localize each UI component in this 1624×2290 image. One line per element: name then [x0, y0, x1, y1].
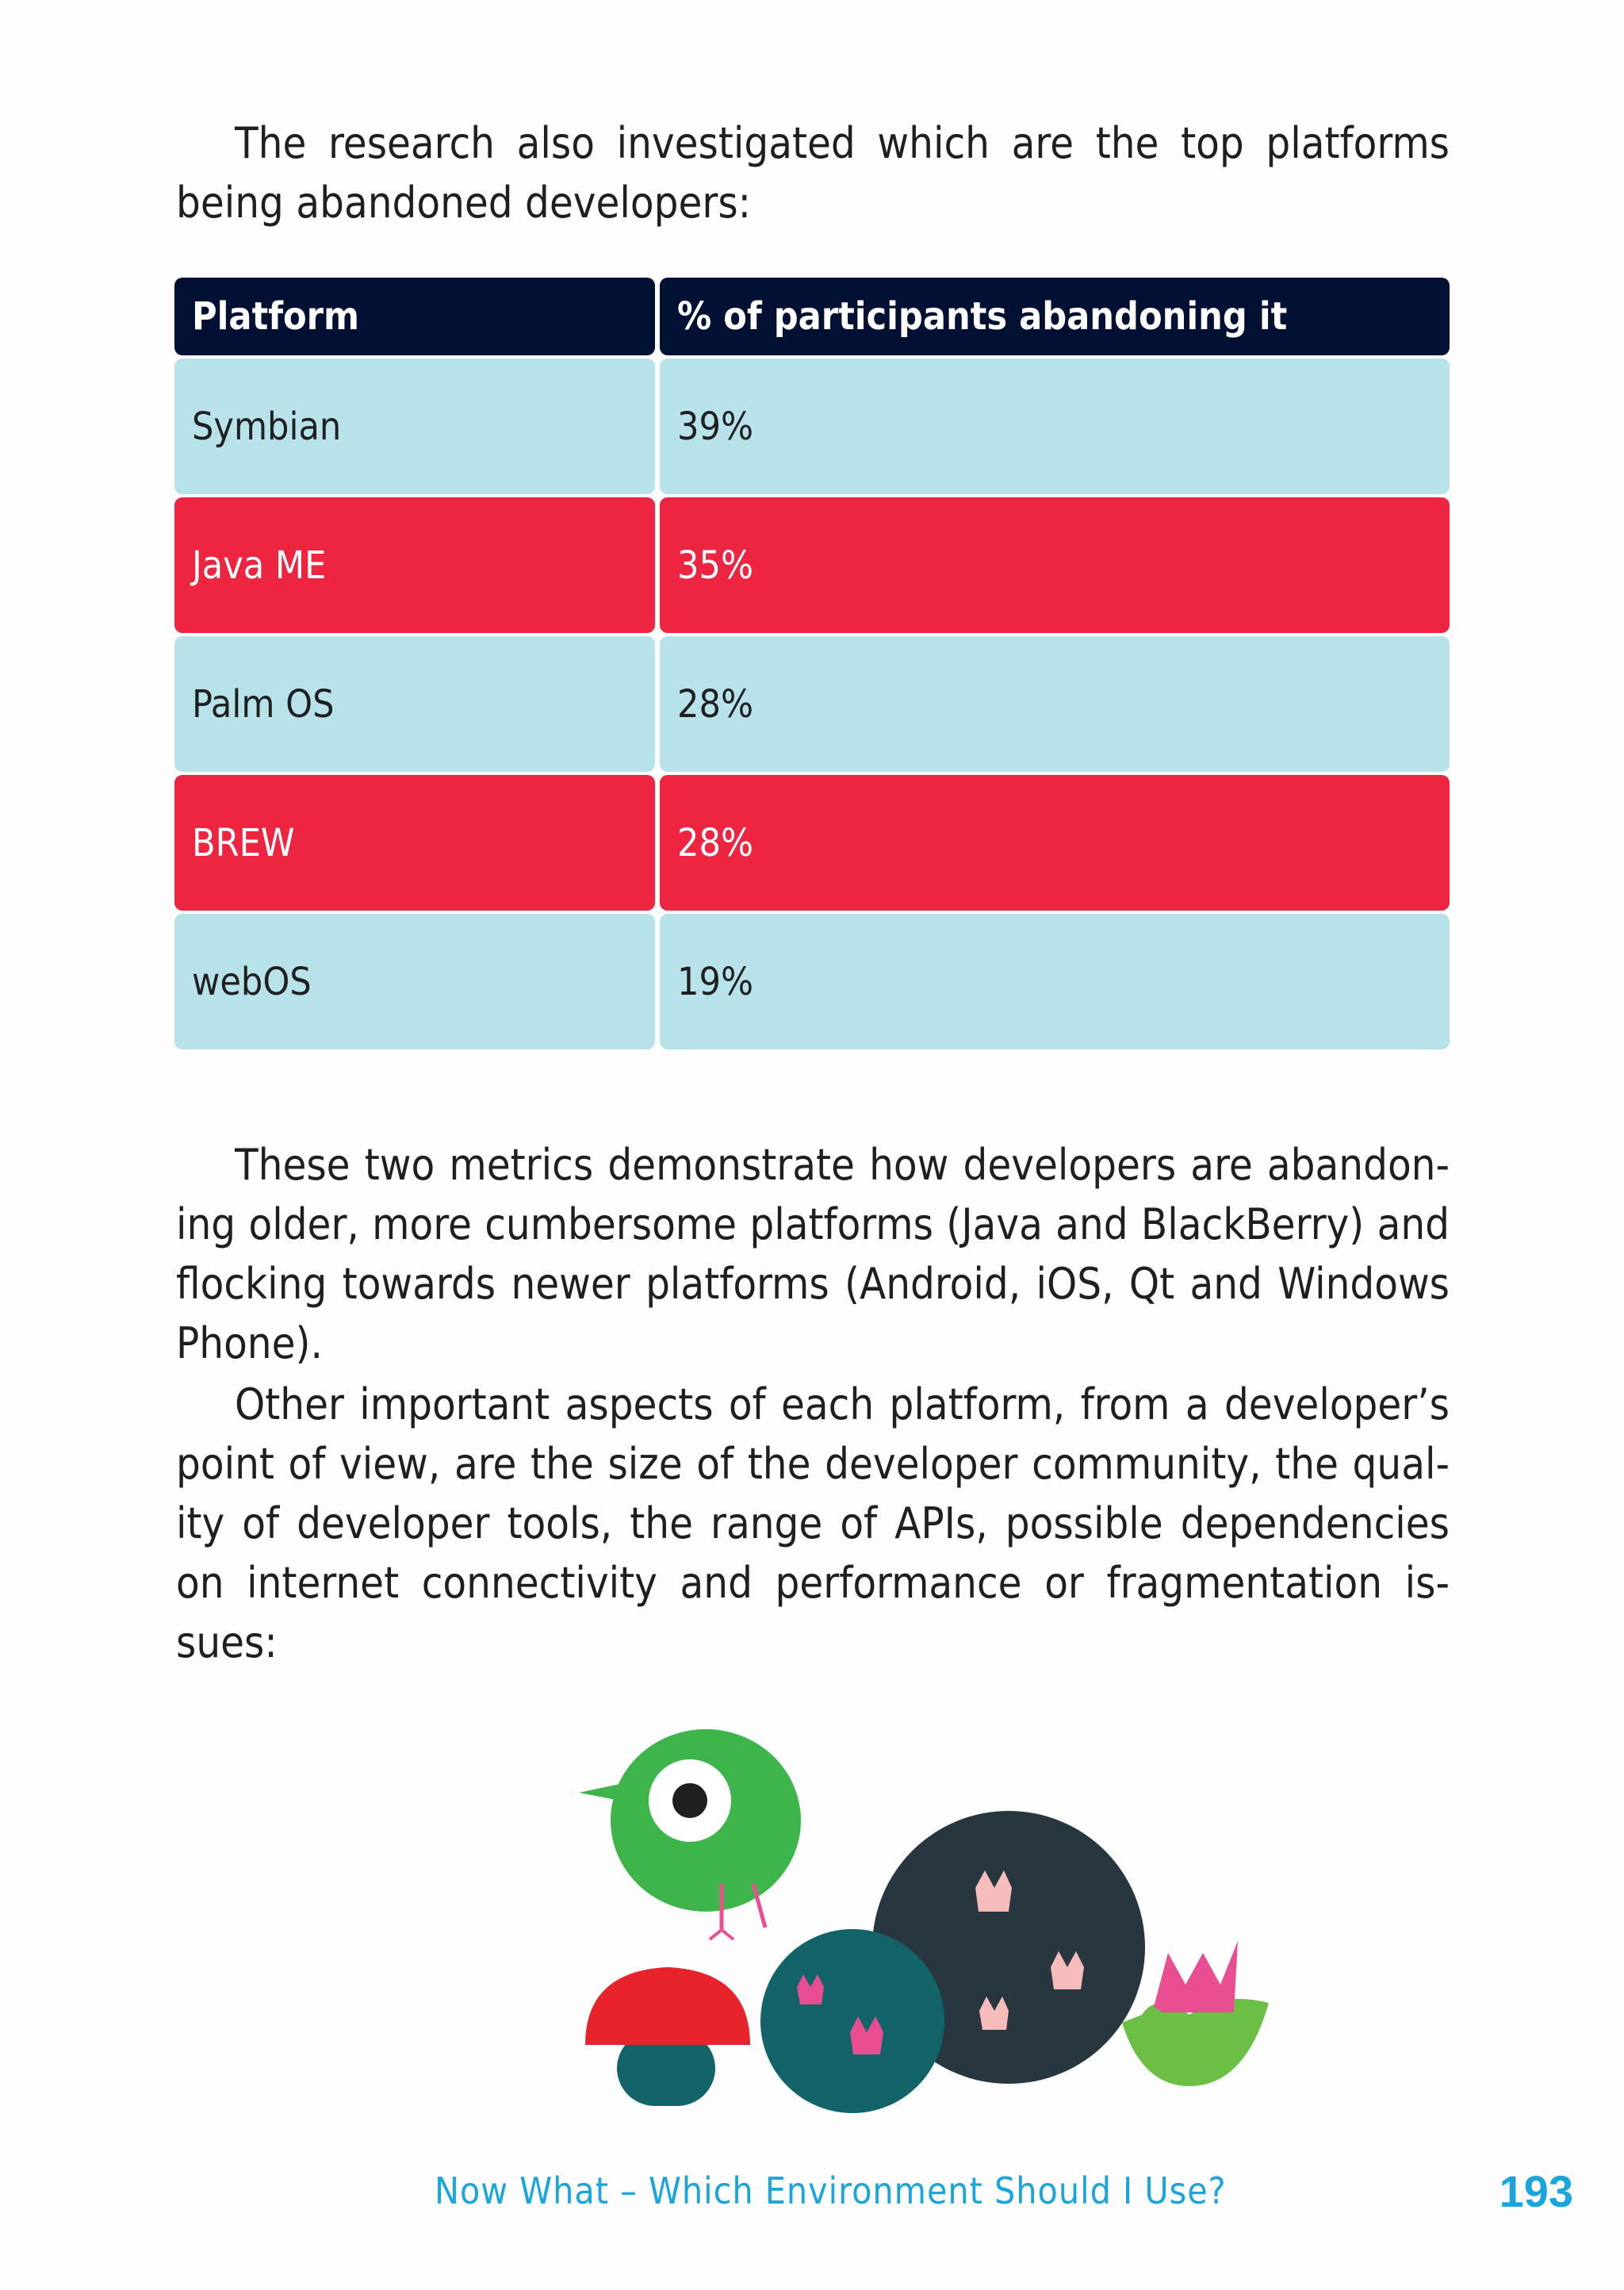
platform-cell: BREW [174, 775, 655, 911]
aspects-paragraph: Other important aspects of each platform, from a developer’s point of view, are the size of the developer community, the qual-ity of developer tools, the range of APIs, possible dependencies on internet connectivity and performance or fragmentation is-sues: [176, 1379, 1450, 1667]
table-row [174, 359, 1450, 494]
platform-cell: Java ME [174, 497, 655, 633]
chapter-footer-title: Now What – Which Environment Should I Use? [435, 2169, 1227, 2212]
intro-paragraph: The research also investigated which are the top platforms being abandoned developers: [176, 118, 1450, 228]
percent-cell: 28% [660, 775, 1450, 911]
table-header-row [174, 278, 1450, 355]
header-percent: % of participants abandoning it [660, 278, 1450, 355]
platform-cell: webOS [174, 914, 655, 1049]
platform-cell: Symbian [174, 359, 655, 494]
page-number: 193 [1499, 2166, 1573, 2216]
percent-cell: 19% [660, 914, 1450, 1049]
header-platform: Platform [174, 278, 655, 355]
table-row [174, 636, 1450, 772]
green-bird-icon [579, 1729, 801, 1939]
platform-cell: Palm OS [174, 636, 655, 772]
percent-cell: 28% [660, 636, 1450, 772]
table-row [174, 497, 1450, 633]
percent-cell: 35% [660, 497, 1450, 633]
mushroom-icon [585, 1967, 750, 2106]
percent-cell: 39% [660, 359, 1450, 494]
table-row [174, 914, 1450, 1049]
teal-berry-icon [760, 1929, 944, 2113]
table-row [174, 775, 1450, 911]
platform-abandonment-table [174, 278, 1450, 1053]
bird-on-berries-illustration [555, 1690, 1300, 2142]
metrics-paragraph: These two metrics demonstrate how developers are abandon-ing older, more cumbersome platforms (Java and BlackBerry) and flocking towards newer platforms (Android, iOS, Qt and Windows Phone). [176, 1140, 1450, 1368]
